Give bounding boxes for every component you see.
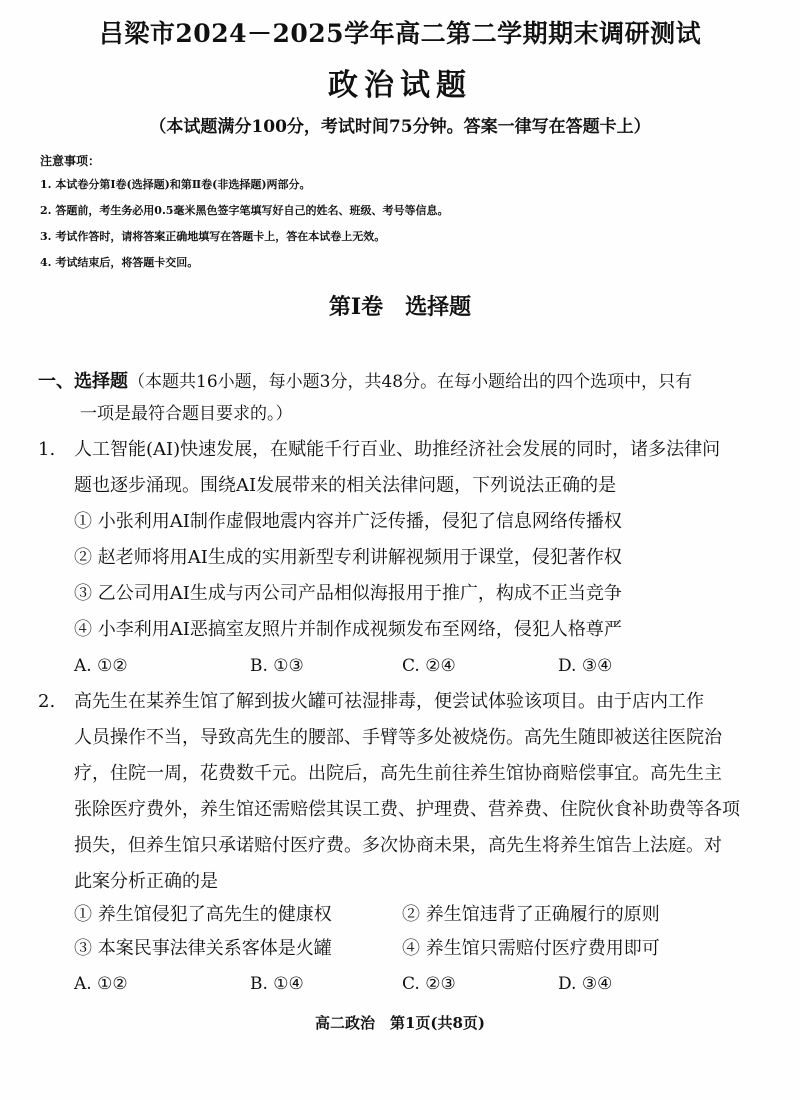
notice-item: 1. 本试卷分第Ⅰ卷(选择题)和第Ⅱ卷(非选择题)两部分。 (40, 178, 311, 191)
statement: ③ 乙公司用AI生成与丙公司产品相似海报用于推广，构成不正当竞争 (74, 583, 622, 604)
question-number: 1. (38, 439, 56, 460)
section-heading: 第Ⅰ卷 选择题 (328, 294, 472, 320)
question-stem-line: 疗，住院一周，花费数千元。出院后，高先生前往养生馆协商赔偿事宜。高先生主 (74, 763, 722, 784)
question-2 (38, 684, 768, 900)
choice-a[interactable]: A. ①② (74, 974, 128, 994)
page-footer: 高二政治 第1页(共8页) (314, 1014, 486, 1032)
question-stem-line: 此案分析正确的是 (74, 871, 218, 892)
part-one-intro (38, 366, 768, 430)
statement: ④ 养生馆只需赔付医疗费用即可 (402, 938, 660, 959)
choice-c[interactable]: C. ②④ (402, 656, 456, 676)
question-stem-line: 题也逐步涌现。围绕AI发展带来的相关法律问题，下列说法正确的是 (74, 475, 617, 496)
question-stem-line: 张除医疗费外，养生馆还需赔偿其误工费、护理费、营养费、住院伙食补助费等各项 (74, 799, 740, 820)
exam-title: 吕梁市2024－2025学年高二第二学期期末调研测试 (98, 19, 702, 48)
question-number: 2. (38, 691, 56, 712)
subject-title: 政治试题 (328, 68, 472, 103)
choice-a[interactable]: A. ①② (74, 656, 128, 676)
notice-item: 3. 考试作答时，请将答案正确地填写在答题卡上，答在本试卷上无效。 (40, 230, 386, 243)
statement: ① 养生馆侵犯了高先生的健康权 (74, 904, 332, 925)
part-one-instructions-cont: 一项是最符合题目要求的。） (80, 404, 293, 424)
question-stem-line: 高先生在某养生馆了解到拔火罐可祛湿排毒，便尝试体验该项目。由于店内工作 (74, 691, 704, 712)
question-stem-line: 损失，但养生馆只承诺赔付医疗费。多次协商未果，高先生将养生馆告上法庭。对 (74, 835, 722, 856)
question-2-choices (74, 966, 764, 1002)
statement: ③ 本案民事法律关系客体是火罐 (74, 938, 332, 959)
choice-c[interactable]: C. ②③ (402, 974, 456, 994)
part-one-instructions: （本题共16小题，每小题3分，共48分。在每小题给出的四个选项中，只有 (128, 372, 693, 392)
question-stem-line: 人工智能(AI)快速发展，在赋能千行百业、助推经济社会发展的同时，诸多法律问 (74, 439, 721, 460)
notice-heading: 注意事项： (40, 154, 101, 168)
notice-item: 2. 答题前，考生务必用0.5毫米黑色签字笔填写好自己的姓名、班级、考号等信息。 (40, 204, 449, 217)
question-2-statements (74, 898, 764, 966)
statement: ② 养生馆违背了正确履行的原则 (402, 904, 660, 925)
statement: ① 小张利用AI制作虚假地震内容并广泛传播，侵犯了信息网络传播权 (74, 511, 622, 532)
choice-d[interactable]: D. ③④ (558, 974, 613, 994)
choice-d[interactable]: D. ③④ (558, 656, 613, 676)
statement: ② 赵老师将用AI生成的实用新型专利讲解视频用于课堂，侵犯著作权 (74, 547, 622, 568)
choice-b[interactable]: B. ①③ (250, 656, 304, 676)
statement: ④ 小李利用AI恶搞室友照片并制作成视频发布至网络，侵犯人格尊严 (74, 619, 622, 640)
choice-b[interactable]: B. ①④ (250, 974, 304, 994)
exam-info: （本试题满分100分，考试时间75分钟。答案一律写在答题卡上） (149, 117, 651, 137)
question-1-choices (74, 648, 764, 684)
notice-item: 4. 考试结束后，将答题卡交回。 (40, 256, 199, 269)
question-1 (38, 432, 768, 648)
part-one-label: 一、选择题 (38, 371, 128, 392)
question-stem-line: 人员操作不当，导致高先生的腰部、手臂等多处被烧伤。高先生随即被送往医院治 (74, 727, 722, 748)
notice-list (40, 178, 760, 282)
